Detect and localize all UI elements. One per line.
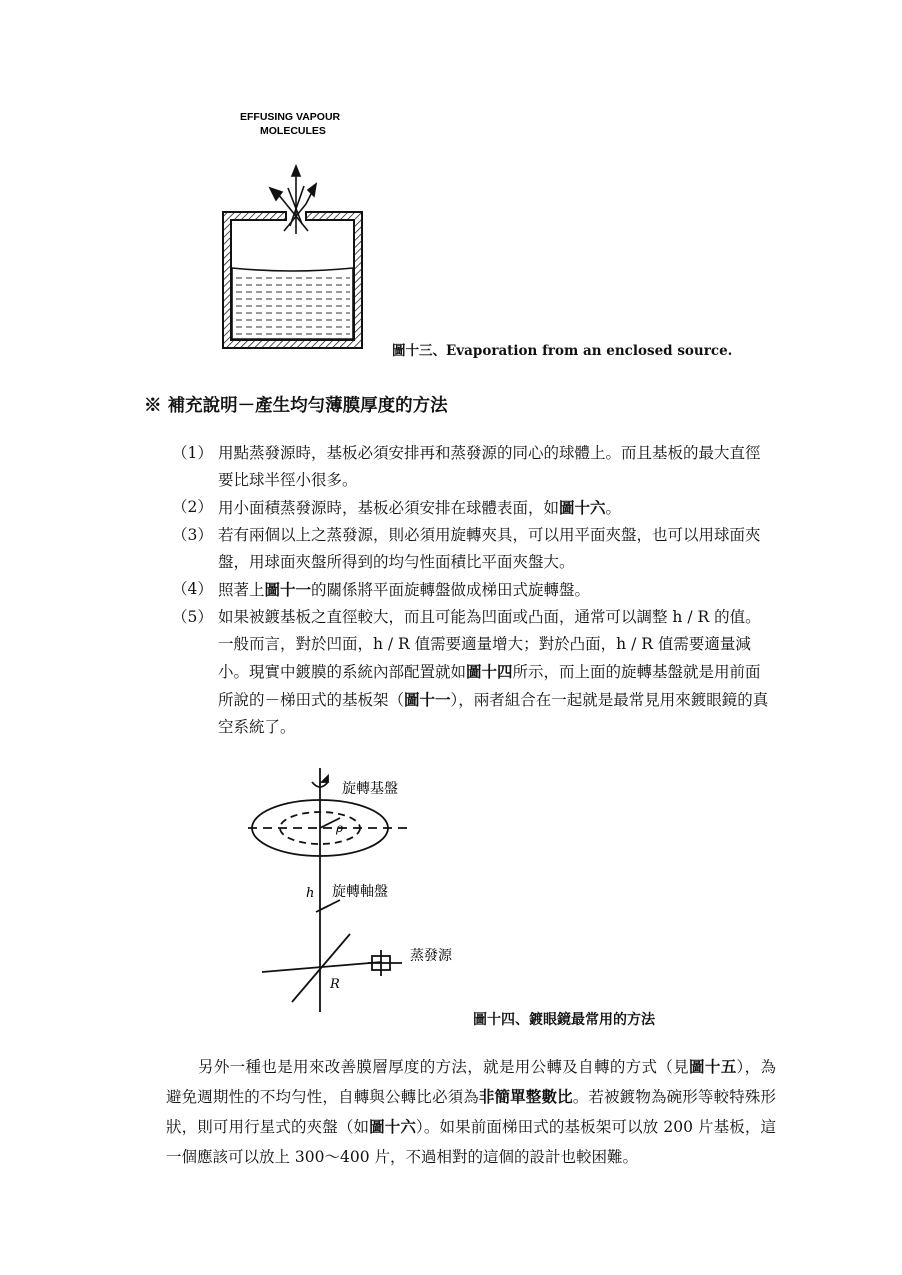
text-run: 。若被鍍物為碗形等較特殊形狀，則可用行星式的夾盤（如 (166, 1088, 776, 1136)
list-item-number: （4） (172, 580, 213, 598)
figure-14-drawing (232, 762, 462, 1022)
text-run: 若有兩個以上之蒸發源，則必須用旋轉夾具，可以用平面夾盤，也可以用球面夾盤，用球面夾盤所得到的均勻性面積比平面夾盤大。 (218, 526, 761, 571)
list-item (172, 604, 772, 741)
figure-reference: 圖十一 (264, 580, 312, 599)
list-item-text (218, 576, 772, 604)
text-run: 。 (605, 499, 622, 517)
fig13-label-line1: EFFUSING VAPOUR (240, 111, 341, 123)
figure-reference: 圖十五 (689, 1057, 737, 1076)
fig14-label-R: R (330, 977, 340, 992)
text-run: ），為避免週期性的不均勻性，自轉與公轉比必須為 (166, 1058, 776, 1106)
figure-13-caption: 圖十三、Evaporation from an enclosed source. (392, 343, 733, 359)
text-run: 的關係將平面旋轉盤做成梯田式旋轉盤。 (311, 581, 591, 599)
fig13-label-line2: MOLECULES (260, 125, 326, 137)
figure-reference: 圖十一 (404, 690, 451, 709)
list-item-text (218, 522, 772, 576)
list-item (172, 494, 772, 522)
text-run: ），兩者組合在一起就是最常見用來鍍眼鏡的真空系統了。 (218, 691, 769, 736)
figure-13-enclosed-source (220, 106, 380, 351)
list-item-number: （1） (172, 444, 213, 462)
list-item-number: （5） (172, 608, 213, 626)
list-item-text (218, 440, 772, 494)
figure-14-caption: 圖十四、鍍眼鏡最常用的方法 (473, 1012, 655, 1028)
figure-reference: 圖十四 (466, 662, 513, 681)
text-run: ）。如果前面梯田式的基板架可以放 200 片基板，這一個應該可以放上 300～400 片，不過相對的這個的設計也較困難。 (166, 1118, 776, 1166)
figure-reference: 圖十六 (559, 498, 606, 517)
fig14-label-rotating-axis: 旋轉軸盤 (332, 884, 388, 900)
list-item-text (218, 604, 772, 741)
list-item-number: （3） (172, 526, 213, 544)
figure-14-lens-coating-setup (232, 762, 462, 1022)
text-run: 用小面積蒸發源時，基板必須安排在球體表面，如 (218, 499, 560, 517)
list-item (172, 576, 772, 604)
figure-reference: 非簡單整數比 (478, 1087, 573, 1106)
text-run: 另外一種也是用來改善膜層厚度的方法，就是用公轉及自轉的方式（見 (198, 1058, 690, 1076)
text-run: 如果被鍍基板之直徑較大，而且可能為凹面或凸面，通常可以調整 h / R 的值。一般而言，對於凹面，h / R 值需要適量增大；對於凸面，h / R 值需要適量減小。現實中鍍膜的系統內部配置就如 (218, 608, 761, 681)
fig14-label-source: 蒸發源 (410, 948, 452, 964)
fig14-label-h: h (306, 886, 315, 901)
text-run: 用點蒸發源時，基板必須安排再和蒸發源的同心的球體上。而且基板的最大直徑要比球半徑小很多。 (218, 444, 761, 489)
uniformity-paragraph (166, 1052, 776, 1172)
list-item-text (218, 494, 772, 522)
section-title: ※ 補充說明－產生均勻薄膜厚度的方法 (144, 396, 448, 416)
figure-13-drawing (220, 106, 380, 351)
list-item-number: （2） (172, 498, 213, 516)
list-item (172, 522, 772, 576)
fig14-label-rho: ρ (336, 821, 344, 835)
fig14-label-rotating-plate: 旋轉基盤 (342, 781, 398, 797)
text-run: 照著上 (218, 581, 265, 599)
list-item (172, 440, 772, 494)
text-run: 所示，而上面的旋轉基盤就是用前面所說的－梯田式的基板架（ (218, 663, 761, 709)
figure-reference: 圖十六 (369, 1117, 417, 1136)
method-list (172, 440, 772, 741)
